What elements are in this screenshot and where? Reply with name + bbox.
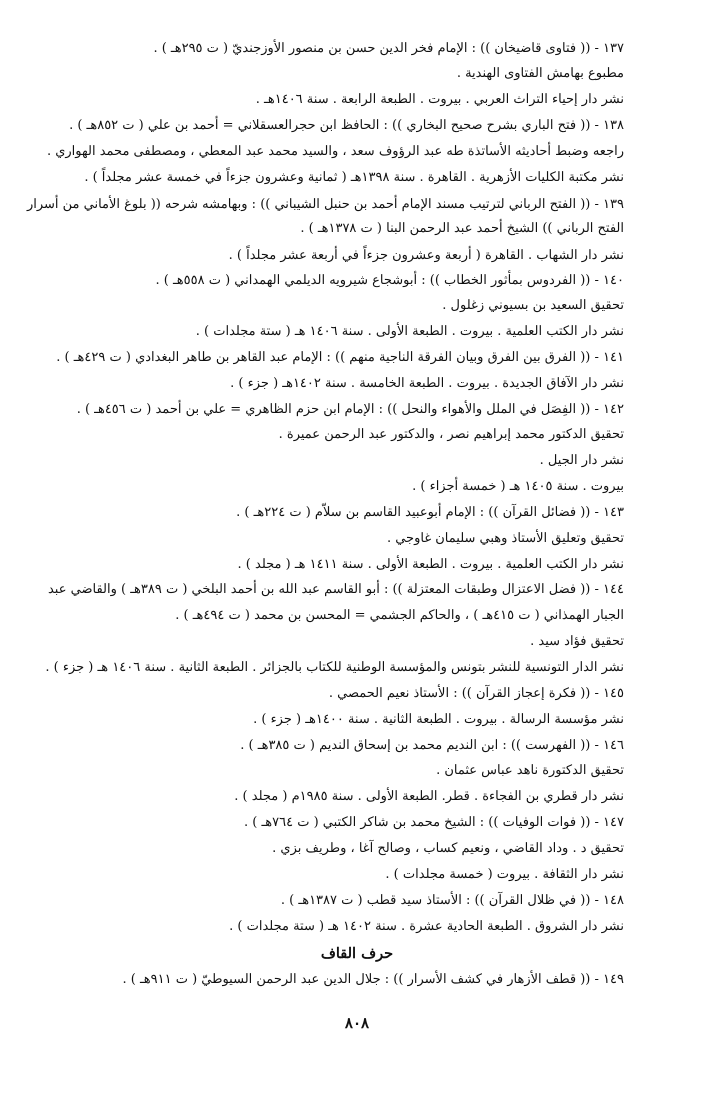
entry-140-line-2: تحقيق السعيد بن بسيوني زغلول . (442, 298, 624, 313)
entry-142-line-4: بيروت . سنة ١٤٠٥ هـ ( خمسة أجزاء ) . (412, 479, 624, 494)
entry-144-line-2: الجبار الهمذاني ( ت ٤١٥هـ ) ، والحاكم الجشمي = المحسن بن محمد ( ت ٤٩٤هـ ) . (175, 608, 624, 623)
entry-139-line-3: نشر دار الشهاب . القاهرة ( أربعة وعشرون جزءاً في أربعة عشر مجلداً ) . (228, 248, 624, 263)
entry-147-line-2: تحقيق د . وداد القاضي ، ونعيم كساب ، وصالح آغا ، وطريف بزي . (272, 841, 624, 856)
entry-141-line-2: نشر دار الآفاق الجديدة . بيروت . الطبعة الخامسة . سنة ١٤٠٢هـ ( جزء ) . (230, 376, 624, 391)
entry-138-line-1: ١٣٨ - (( فتح الباري بشرح صحيح البخاري )) : الحافظ ابن حجرالعسقلاني = أحمد بن علي ( ت ٨٥٢هـ ) . (69, 118, 624, 133)
page-number: ٨٠٨ (344, 1014, 370, 1032)
entry-143-line-2: تحقيق وتعليق الأستاذ وهبي سليمان غاوجي . (386, 531, 624, 546)
entry-141-line-1: ١٤١ - (( الفرق بين الفرق وبيان الفرقة الناجية منهم )) : الإمام عبد القاهر بن طاهر البغدادي ( ت ٤٢٩هـ ) . (56, 350, 624, 365)
entry-142-line-3: نشر دار الجيل . (539, 453, 624, 468)
entry-138-line-3: نشر مكتبة الكليات الأزهرية . القاهرة . سنة ١٣٩٨هـ ( ثمانية وعشرون جزءاً في خمسة عشر مجلداً ) . (84, 170, 624, 185)
entry-147-line-3: نشر دار الثقافة . بيروت ( خمسة مجلدات ) . (385, 867, 624, 882)
entry-138-line-2: راجعه وضبط أحاديثه الأساتذة طه عبد الرؤوف سعد ، والسيد محمد عبد المعطي ، ومصطفى محمد الهواري . (46, 144, 624, 159)
entry-147-line-1: ١٤٧ - (( فوات الوفيات )) : الشيخ محمد بن شاكر الكتبي ( ت ٧٦٤هـ ) . (243, 815, 624, 830)
entry-143-line-3: نشر دار الكتب العلمية . بيروت . الطبعة الأولى . سنة ١٤١١ هـ ( مجلد ) . (237, 557, 624, 572)
entry-146-line-1: ١٤٦ - (( الفهرست )) : ابن النديم محمد بن إسحاق النديم ( ت ٣٨٥هـ ) . (240, 738, 624, 753)
entry-143-line-1: ١٤٣ - (( فضائل القرآن )) : الإمام أبوعبيد القاسم بن سلاّم ( ت ٢٢٤هـ ) . (236, 505, 624, 520)
entry-140-line-1: ١٤٠ - (( الفردوس بمأثور الخطاب )) : أبوشجاع شيرويه الديلمي الهمداني ( ت ٥٥٨هـ ) . (155, 273, 624, 288)
section-heading: حرف القاف (320, 945, 394, 962)
entry-144-line-3: تحقيق فؤاد سيد . (530, 634, 624, 649)
entry-142-line-2: تحقيق الدكتور محمد إبراهيم نصر ، والدكتور عبد الرحمن عميرة . (278, 427, 624, 442)
entry-139-line-1: ١٣٩ - (( الفتح الرباني لترتيب مسند الإمام أحمد بن حنبل الشيباني )) : وبهامشه شرحه (( بلوغ الأماني من أسرار (26, 197, 624, 212)
entry-137-line-3: نشر دار إحياء التراث العربي . بيروت . الطبعة الرابعة . سنة ١٤٠٦هـ . (255, 92, 624, 107)
entry-146-line-2: تحقيق الدكتورة ناهد عباس عثمان . (436, 763, 624, 778)
entry-144-line-4: نشر الدار التونسية للنشر بتونس والمؤسسة الوطنية للكتاب بالجزائر . الطبعة الثانية . سنة ١٤٠٦ هـ ( جزء ) . (45, 660, 624, 675)
document-page (26, 38, 624, 1032)
entry-140-line-3: نشر دار الكتب العلمية . بيروت . الطبعة الأولى . سنة ١٤٠٦ هـ ( ستة مجلدات ) . (195, 324, 624, 339)
entry-145-line-2: نشر مؤسسة الرسالة . بيروت . الطبعة الثانية . سنة ١٤٠٠هـ ( جزء ) . (253, 712, 624, 727)
entry-145-line-1: ١٤٥ - (( فكرة إعجاز القرآن )) : الأستاذ نعيم الحمصي . (328, 686, 624, 701)
entry-142-line-1: ١٤٢ - (( الفِصَل في الملل والأهواء والنحل )) : الإمام ابن حزم الظاهري = علي بن أحمد ( ت ٤٥٦هـ ) . (76, 402, 624, 417)
entry-149-line-1: ١٤٩ - (( قطف الأزهار في كشف الأسرار )) : جلال الدين عبد الرحمن السيوطيّ ( ت ٩١١هـ ) . (122, 972, 624, 987)
entry-148-line-1: ١٤٨ - (( في ظلال القرآن )) : الأستاذ سيد قطب ( ت ١٣٨٧هـ ) . (280, 893, 624, 908)
entry-139-line-2: الفتح الرباني )) الشيخ أحمد عبد الرحمن البنا ( ت ١٣٧٨هـ ) . (300, 221, 624, 236)
entry-137-line-2: مطبوع بهامش الفتاوى الهندية . (456, 66, 624, 81)
entry-146-line-3: نشر دار قطري بن الفجاءة . قطر. الطبعة الأولى . سنة ١٩٨٥م ( مجلد ) . (234, 789, 624, 804)
entry-144-line-1: ١٤٤ - (( فضل الاعتزال وطبقات المعتزلة )) : أبو القاسم عبد الله بن أحمد البلخي ( ت ٣٨٩هـ ) والقاضي عبد (47, 582, 624, 597)
entry-148-line-2: نشر دار الشروق . الطبعة الحادية عشرة . سنة ١٤٠٢ هـ ( ستة مجلدات ) . (229, 919, 624, 934)
entry-137-line-1: ١٣٧ - (( فتاوى قاضيخان )) : الإمام فخر الدين حسن بن منصور الأوزجنديّ ( ت ٢٩٥هـ ) . (153, 41, 624, 56)
